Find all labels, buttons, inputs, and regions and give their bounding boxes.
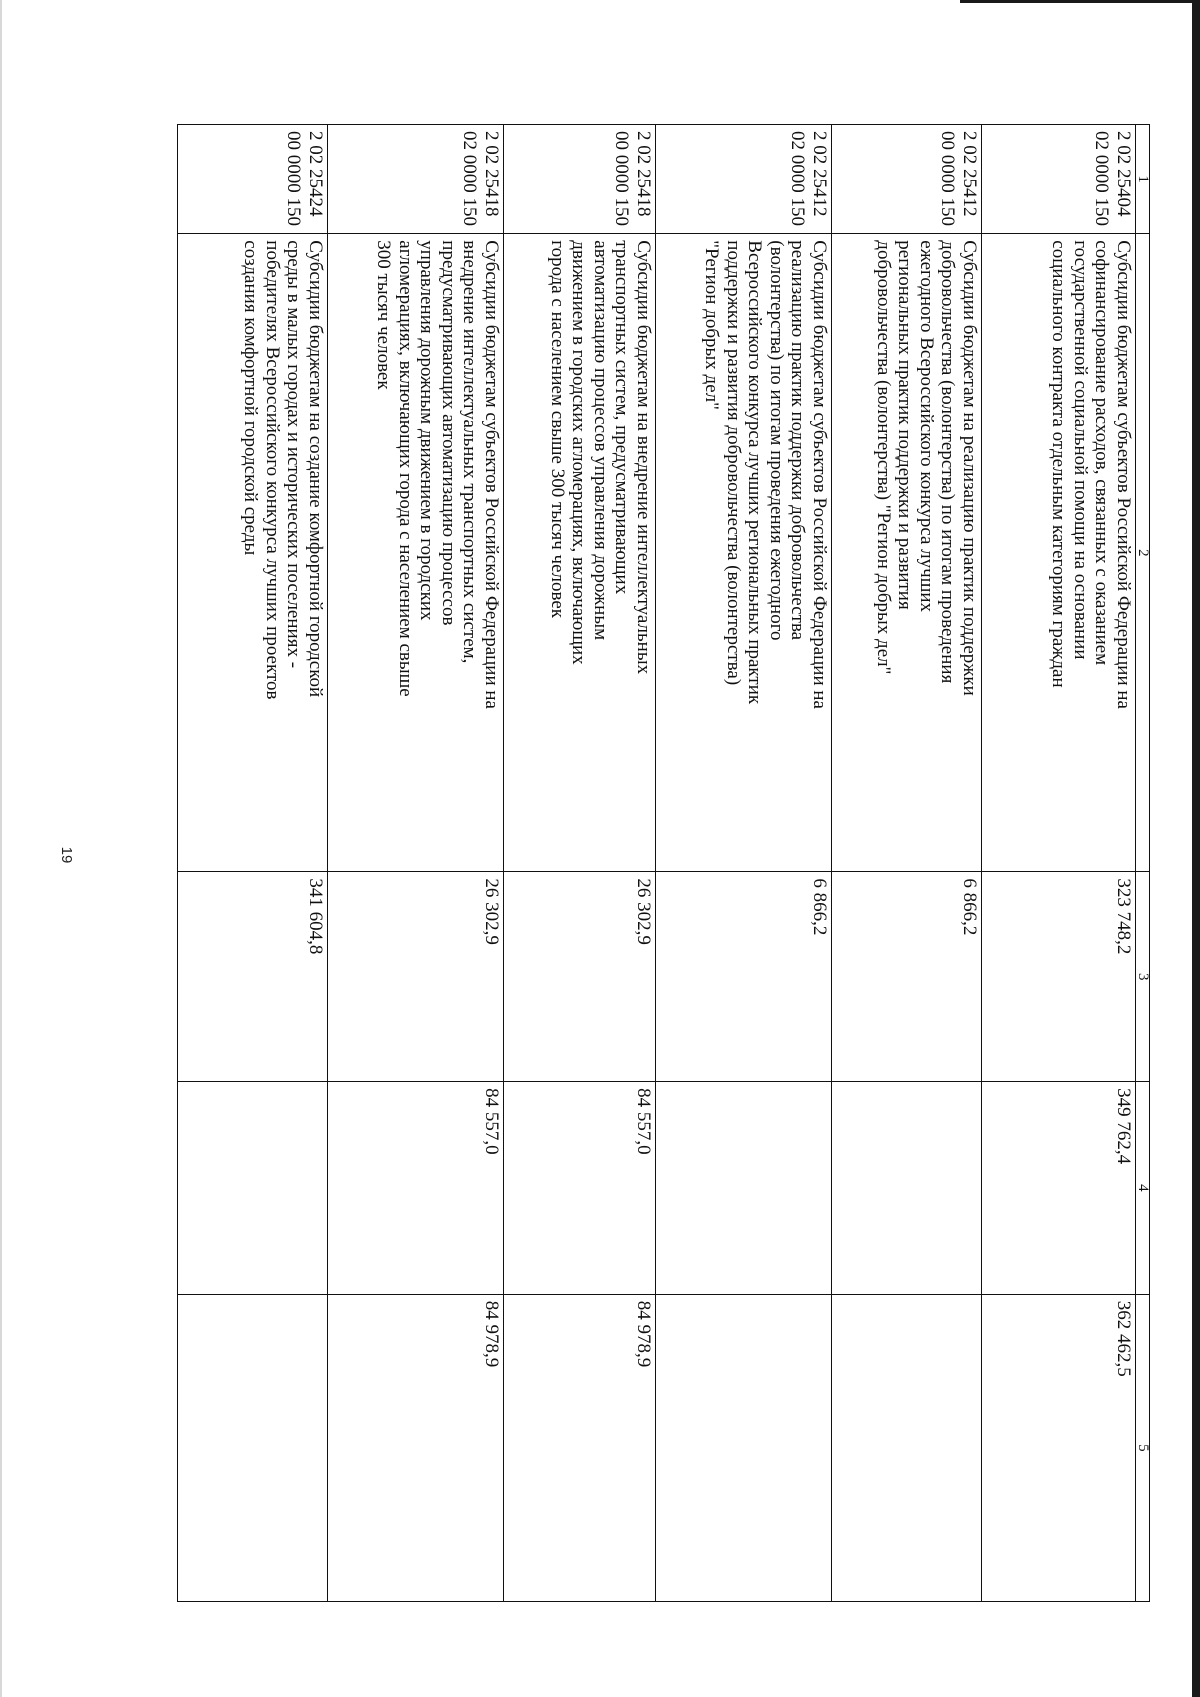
budget-code: 2 02 25418 02 0000 150 [328, 125, 504, 234]
table-row [504, 125, 656, 1602]
table-row [656, 125, 832, 1602]
column-header: 3 [1136, 872, 1150, 1082]
column-header: 2 [1136, 234, 1150, 872]
row-description: Субсидии бюджетам субъектов Российской Федерации на софинансирование расходов, связанных с оказанием государственной социальной помощи на основании социального контракта отдельным категориям граждан [982, 234, 1136, 872]
scan-left-edge [0, 0, 2, 1697]
column-header: 4 [1136, 1082, 1150, 1295]
value-col5: 84 978,9 [328, 1294, 504, 1601]
scan-top-edge [960, 0, 1200, 3]
value-col5 [832, 1294, 982, 1601]
value-col4: 84 557,0 [328, 1082, 504, 1295]
value-col3: 6 866,2 [832, 872, 982, 1082]
value-col3: 6 866,2 [656, 872, 832, 1082]
value-col5: 84 978,9 [504, 1294, 656, 1601]
column-header: 1 [1136, 125, 1150, 234]
value-col5 [656, 1294, 832, 1601]
table-row [328, 125, 504, 1602]
row-description: Субсидии бюджетам субъектов Российской Федерации на внедрение интеллектуальных транспортных систем, предусматривающих автоматизацию процессов управления дорожным движением в городских агломерациях, включающих города с населением свыше 300 тысяч человек [328, 234, 504, 872]
row-description: Субсидии бюджетам субъектов Российской Федерации на реализацию практик поддержки добровольчества (волонтерства) по итогам проведения ежегодного Всероссийского конкурса лучших региональных практик поддержки и развития добровольчества (волонтерства) "Регион добрых дел" [656, 234, 832, 872]
value-col4: 349 762,4 [982, 1082, 1136, 1295]
table-row [832, 125, 982, 1602]
value-col4 [656, 1082, 832, 1295]
value-col3: 26 302,9 [328, 872, 504, 1082]
budget-code: 2 02 25404 02 0000 150 [982, 125, 1136, 234]
value-col4 [832, 1082, 982, 1295]
value-col4: 84 557,0 [504, 1082, 656, 1295]
budget-code: 2 02 25424 00 0000 150 [178, 125, 328, 234]
value-col5 [178, 1294, 328, 1601]
value-col3: 323 748,2 [982, 872, 1136, 1082]
row-description: Субсидии бюджетам на внедрение интеллектуальных транспортных систем, предусматривающих автоматизацию процессов управления дорожным движением в городских агломерациях, включающих города с населением свыше 300 тысяч человек [504, 234, 656, 872]
budget-code: 2 02 25418 00 0000 150 [504, 125, 656, 234]
value-col5: 362 462,5 [982, 1294, 1136, 1601]
budget-table-frame [172, 124, 1150, 1602]
table-header-row [1136, 125, 1150, 1602]
scan-right-edge [1192, 0, 1200, 1697]
value-col3: 26 302,9 [504, 872, 656, 1082]
row-description: Субсидии бюджетам на реализацию практик поддержки добровольчества (волонтерства) по итогам проведения ежегодного Всероссийского конкурса лучших региональных практик поддержки и развития добровольчества (волонтерства) "Регион добрых дел" [832, 234, 982, 872]
column-header: 5 [1136, 1294, 1150, 1601]
page-number: 19 [58, 846, 75, 864]
budget-table [177, 124, 1150, 1602]
value-col3: 341 604,8 [178, 872, 328, 1082]
row-description: Субсидии бюджетам на создание комфортной городской среды в малых городах и исторических поселениях - победителях Всероссийского конкурса лучших проектов создания комфортной городской среды [178, 234, 328, 872]
table-row [982, 125, 1136, 1602]
budget-code: 2 02 25412 02 0000 150 [656, 125, 832, 234]
budget-code: 2 02 25412 00 0000 150 [832, 125, 982, 234]
value-col4 [178, 1082, 328, 1295]
table-row [178, 125, 328, 1602]
